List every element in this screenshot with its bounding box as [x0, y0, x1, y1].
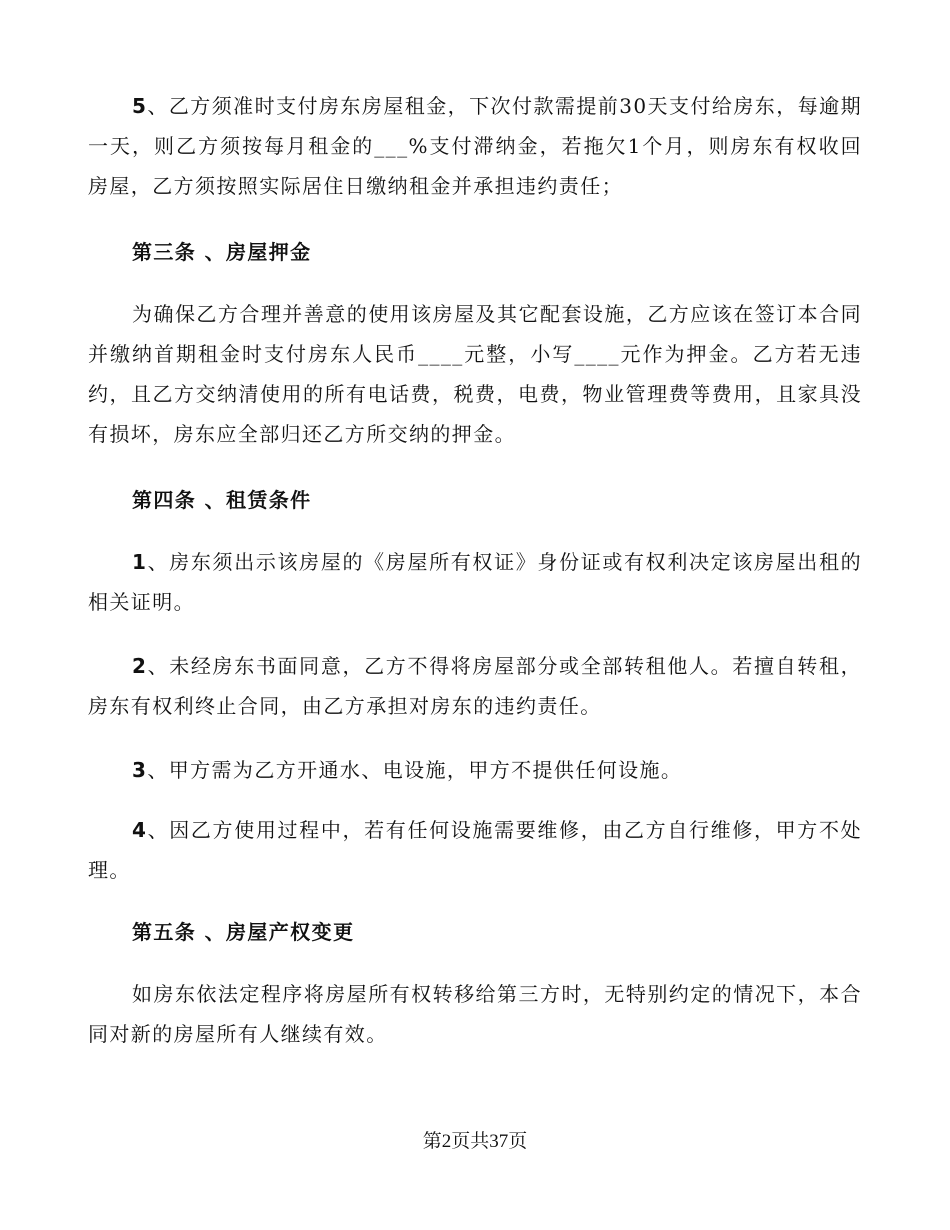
clause-text: 、乙方须准时支付房东房屋租金，下次付款需提前30天支付给房东，每逾期一天，则乙方须按每月租金的___%支付滞纳金，若拖欠1个月，则房东有权收回房屋，乙方须按照实际居住日缴纳租金并承担违约责任；	[88, 94, 862, 198]
clause-text: 、房东须出示该房屋的《房屋所有权证》身份证或有权利决定该房屋出租的相关证明。	[88, 550, 862, 614]
article-3-body: 为确保乙方合理并善意的使用该房屋及其它配套设施，乙方应该在签订本合同并缴纳首期租金时支付房东人民币____元整，小写____元作为押金。乙方若无违约，且乙方交纳清使用的所有电话费，税费，电费，物业管理费等费用，且家具没有损坏，房东应全部归还乙方所交纳的押金。	[88, 302, 862, 446]
clause-item-2	[88, 646, 862, 726]
clause-number: 3	[132, 758, 148, 782]
clause-text: 、因乙方使用过程中，若有任何设施需要维修，由乙方自行维修，甲方不处理。	[88, 818, 862, 882]
article-5-body: 如房东依法定程序将房屋所有权转移给第三方时，无特别约定的情况下，本合同对新的房屋所有人继续有效。	[88, 982, 862, 1046]
clause-number: 4	[132, 818, 148, 842]
article-4-heading: 第四条 、租赁条件	[132, 488, 312, 512]
clause-number: 2	[132, 654, 148, 678]
article-5-heading: 第五条 、房屋产权变更	[132, 920, 355, 944]
clause-number: 1	[132, 550, 148, 574]
article-3-heading: 第三条 、房屋押金	[132, 240, 312, 264]
clause-number: 5	[132, 94, 148, 118]
clause-item-5	[88, 86, 862, 206]
clause-text: 、甲方需为乙方开通水、电设施，甲方不提供任何设施。	[147, 758, 683, 782]
clause-item-3	[88, 750, 862, 790]
clause-item-4	[88, 810, 862, 890]
clause-item-1	[88, 542, 862, 622]
clause-text: 、未经房东书面同意，乙方不得将房屋部分或全部转租他人。若擅自转租，房东有权利终止合同，由乙方承担对房东的违约责任。	[88, 654, 862, 718]
page-footer: 第2页共37页	[422, 1131, 528, 1152]
